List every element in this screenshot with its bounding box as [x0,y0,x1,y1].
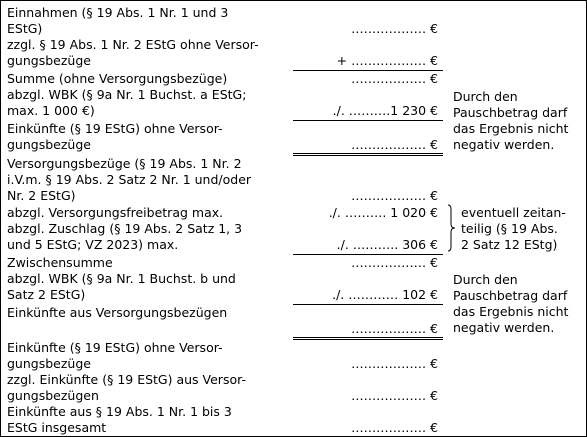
value-summe: ……………… € [351,71,438,86]
label-zuschlag-2: und 5 EStG; VZ 2023) max. [7,237,179,252]
label-versorgung-2: i.V.m. § 19 Abs. 2 Satz 2 Nr. 1 und/oder [7,172,252,187]
note-pauschbetrag-b-2: Pauschbetrag darf [453,288,568,303]
label-zwischensumme: Zwischensumme [7,255,113,270]
label-summe: Summe (ohne Versorgungsbezüge) [7,71,228,86]
value-zzgl-nr2: + ……………… € [336,53,438,68]
label-summary-aus-1: zzgl. Einkünfte (§ 19 EStG) aus Versor- [7,372,246,387]
value-einkuenfte-ohne: ……………… € [351,137,438,152]
label-wbk-b-1: abzgl. WBK (§ 9a Nr. 1 Buchst. b und [7,271,236,286]
sum-line [293,304,443,305]
value-versorgung: ……………… € [351,188,438,203]
label-summary-ohne-2: gungsbezüge [7,356,91,371]
value-freibetrag: ./. ………. 1 020 € [328,205,438,220]
note-zeitanteilig-2: teilig (§ 19 Abs. [461,221,558,236]
value-zuschlag: ./. ……….. 306 € [336,237,438,252]
value-summary-aus: ……………… € [351,388,438,403]
value-wbk-b: ./. ………… 102 € [332,287,438,302]
label-freibetrag: abzgl. Versorgungsfreibetrag max. [7,205,224,220]
value-einnahmen: ……………… € [351,21,438,36]
label-einnahmen-1: Einnahmen (§ 19 Abs. 1 Nr. 1 und 3 [7,5,229,20]
value-einkuenfte-versorgung: ……………… € [351,321,438,336]
label-summary-aus-2: gungsbezügen [7,388,99,403]
note-pauschbetrag-b-3: das Ergebnis nicht [453,304,569,319]
label-wbk-a-1: abzgl. WBK (§ 9a Nr. 1 Buchst. a EStG; [7,87,247,102]
note-pauschbetrag-4: negativ werden. [453,137,555,152]
label-einkuenfte-ohne-2: gungsbezüge [7,137,91,152]
note-zeitanteilig-1: eventuell zeitan- [461,205,566,220]
label-wbk-a-2: max. 1 000 €) [7,103,95,118]
label-versorgung-3: Nr. 2 EStG) [7,188,76,203]
note-pauschbetrag-2: Pauschbetrag darf [453,105,568,120]
note-pauschbetrag-3: das Ergebnis nicht [453,121,569,136]
value-zwischensumme: ……………… € [351,255,438,270]
label-wbk-b-2: Satz 2 EStG) [7,287,86,302]
label-summary-ohne-1: Einkünfte (§ 19 EStG) ohne Versor- [7,340,223,355]
note-pauschbetrag-b-1: Durch den [453,272,518,287]
value-wbk-a: ./. ……….1 230 € [332,103,438,118]
label-zzgl-nr2-2: gungsbezüge [7,53,91,68]
label-insgesamt-1: Einkünfte aus § 19 Abs. 1 Nr. 1 bis 3 [7,404,232,419]
label-insgesamt-2: EStG insgesamt [7,420,107,435]
note-zeitanteilig-3: 2 Satz 12 EStg) [461,237,558,252]
label-einkuenfte-versorgung: Einkünfte aus Versorgungsbezügen [7,305,228,320]
value-summary-ohne: ……………… € [351,356,438,371]
note-pauschbetrag-1: Durch den [453,89,518,104]
total-double-line [293,337,443,340]
label-zuschlag-1: abzgl. Zuschlag (§ 19 Abs. 2 Satz 1, 3 [7,221,243,236]
label-einkuenfte-ohne-1: Einkünfte (§ 19 EStG) ohne Versor- [7,121,223,136]
label-zzgl-nr2-1: zzgl. § 19 Abs. 1 Nr. 2 EStG ohne Versor- [7,37,259,52]
sum-line [293,120,443,121]
curly-brace-icon [446,204,456,252]
total-double-line [293,153,443,156]
note-pauschbetrag-b-4: negativ werden. [453,320,555,335]
label-versorgung-1: Versorgungsbezüge (§ 19 Abs. 1 Nr. 2 [7,156,242,171]
value-insgesamt: ……………… € [351,420,438,435]
label-einnahmen-2: EStG) [7,21,43,36]
